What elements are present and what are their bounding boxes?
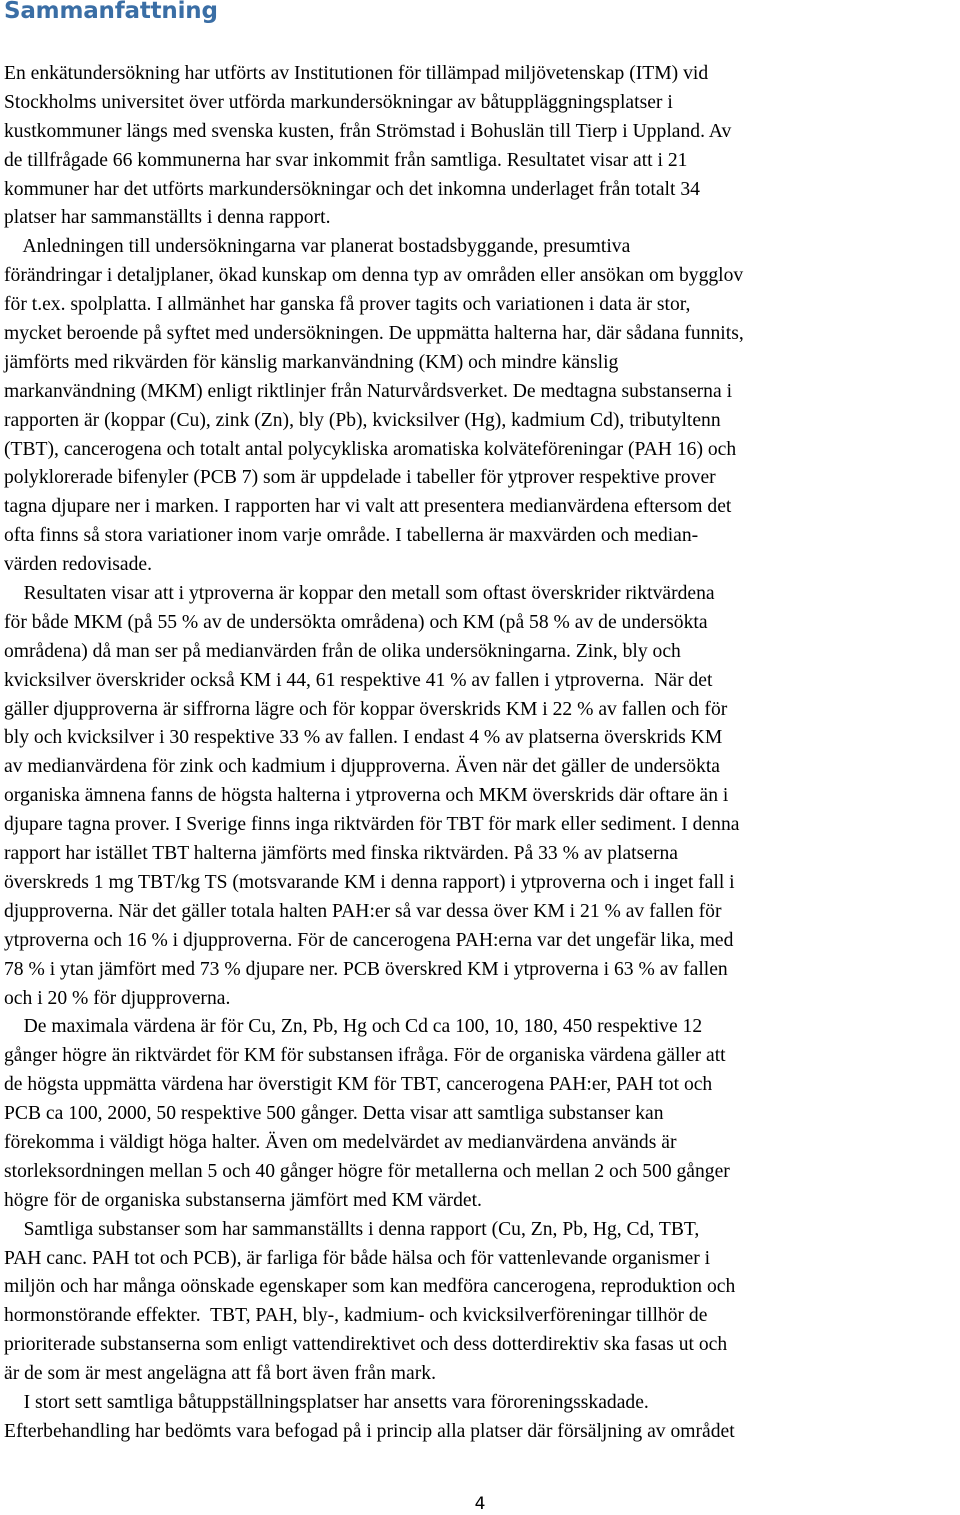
page-number: 4 — [474, 1494, 486, 1514]
text-line: för t.ex. spolplatta. I allmänhet har ganska få prover tagits och variationen i data är stor, — [4, 294, 691, 316]
text-line: rapporten är (koppar (Cu), zink (Zn), bly (Pb), kvicksilver (Hg), kadmium Cd), tributyltenn — [4, 409, 721, 431]
text-line: Anledningen till undersökningarna var planerat bostadsbyggande, presumtiva — [4, 236, 631, 258]
text-line: bly och kvicksilver i 30 respektive 33 % av fallen. I endast 4 % av platserna överskrids KM — [4, 727, 723, 749]
text-line: platser har sammanställts i denna rapport. — [4, 207, 331, 229]
text-line: jämförts med rikvärden för känslig markanvändning (KM) och mindre känslig — [4, 351, 619, 373]
text-line: för både MKM (på 55 % av de undersökta områdena) och KM (på 58 % av de undersökta — [4, 611, 708, 633]
text-line: Stockholms universitet över utförda markundersökningar av båtuppläggningsplatser i — [4, 91, 673, 113]
text-line: rapport har istället TBT halterna jämförts med finska riktvärden. På 33 % av platserna — [4, 843, 678, 865]
text-line: I stort sett samtliga båtuppställningsplatser har ansetts vara föroreningsskadade. — [4, 1391, 649, 1413]
text-line: gäller djupproverna är siffrorna lägre och för koppar överskrids KM i 22 % av fallen och för — [4, 698, 728, 720]
text-line: djupare tagna prover. I Sverige finns inga riktvärden för TBT för mark eller sediment. I denna — [4, 814, 740, 836]
text-line: miljön och har många oönskade egenskaper som kan medföra cancerogena, reproduktion och — [4, 1276, 736, 1298]
text-line: organiska ämnena fanns de högsta halterna i ytproverna och MKM överskrids där oftare än i — [4, 785, 729, 807]
text-line: djupproverna. När det gäller totala halten PAH:er så var dessa över KM i 21 % av fallen för — [4, 900, 722, 922]
page-heading: Sammanfattning — [4, 0, 218, 24]
text-line: områdena) då man ser på medianvärden från de olika undersökningarna. Zink, bly och — [4, 640, 681, 662]
text-line: värden redovisade. — [4, 554, 152, 576]
text-line: Resultaten visar att i ytproverna är koppar den metall som oftast överskrider riktvärdena — [4, 583, 715, 605]
text-line: kustkommuner längs med svenska kusten, från Strömstad i Bohuslän till Tierp i Uppland. Av — [4, 120, 732, 142]
text-line: ytproverna och 16 % i djupproverna. För de cancerogena PAH:erna var det ungefär lika, med — [4, 929, 734, 951]
text-line: Efterbehandling har bedömts vara befogad på i princip alla platser där försäljning av området — [4, 1420, 735, 1442]
text-line: kommuner har det utförts markundersökningar och det inkomna underlaget från totalt 34 — [4, 178, 700, 200]
text-line: ofta finns så stora variationer inom varje område. I tabellerna är maxvärden och median- — [4, 525, 699, 547]
text-line: En enkätundersökning har utförts av Institutionen för tillämpad miljövetenskap (ITM) vid — [4, 63, 709, 84]
text-line: prioriterade substanserna som enligt vattendirektivet och dess dotterdirektiv ska fasas ut och — [4, 1334, 728, 1356]
text-line: tagna djupare ner i marken. I rapporten har vi valt att presentera medianvärdena eftersom det — [4, 496, 732, 518]
text-line: överskreds 1 mg TBT/kg TS (motsvarande KM i denna rapport) i ytproverna och i inget fall i — [4, 871, 735, 893]
text-line: förekomma i väldigt höga halter. Även om medelvärdet av medianvärdena används är — [4, 1131, 677, 1153]
text-line: av medianvärdena för zink och kadmium i djupproverna. Även när det gäller de undersökta — [4, 756, 721, 778]
text-line: högre för de organiska substanserna jämfört med KM värdet. — [4, 1189, 482, 1211]
text-line: hormonstörande effekter. TBT, PAH, bly-, kadmium- och kvicksilverföreningar tillhör de — [4, 1305, 708, 1327]
text-line: polyklorerade bifenyler (PCB 7) som är uppdelade i tabeller för ytprover respektive prover — [4, 467, 716, 489]
text-line: De maximala värdena är för Cu, Zn, Pb, Hg och Cd ca 100, 10, 180, 450 respektive 12 — [4, 1016, 703, 1038]
summary-body — [4, 60, 960, 1447]
text-line: de tillfrågade 66 kommunerna har svar inkommit från samtliga. Resultatet visar att i 21 — [4, 149, 688, 171]
text-line: markanvändning (MKM) enligt riktlinjer från Naturvårdsverket. De medtagna substanserna i — [4, 380, 733, 402]
text-line: de högsta uppmätta värdena har överstigit KM för TBT, cancerogena PAH:er, PAH tot och — [4, 1074, 713, 1096]
text-line: förändringar i detaljplaner, ökad kunskap om denna typ av områden eller ansökan om bygglov — [4, 265, 744, 287]
text-line: PCB ca 100, 2000, 50 respektive 500 gånger. Detta visar att samtliga substanser kan — [4, 1103, 664, 1125]
text-line: storleksordningen mellan 5 och 40 gånger högre för metallerna och mellan 2 och 500 gånger — [4, 1160, 730, 1182]
text-line: mycket beroende på syftet med undersökningen. De uppmätta halterna har, där sådana funnits, — [4, 323, 744, 345]
text-line: (TBT), cancerogena och totalt antal polycykliska aromatiska kolväteföreningar (PAH 16) och — [4, 438, 737, 460]
text-line: och i 20 % för djupproverna. — [4, 987, 231, 1009]
text-line: är de som är mest angelägna att få bort även från mark. — [4, 1363, 436, 1385]
text-line: PAH canc. PAH tot och PCB), är farliga för både hälsa och för vattenlevande organismer i — [4, 1247, 711, 1269]
text-line: 78 % i ytan jämfört med 73 % djupare ner. PCB överskred KM i ytproverna i 63 % av fallen — [4, 958, 728, 980]
text-line: kvicksilver överskrider också KM i 44, 61 respektive 41 % av fallen i ytproverna. När det — [4, 669, 713, 691]
text-line: Samtliga substanser som har sammanställts i denna rapport (Cu, Zn, Pb, Hg, Cd, TBT, — [4, 1218, 700, 1240]
text-line: gånger högre än riktvärdet för KM för substansen ifråga. För de organiska värdena gäller att — [4, 1045, 726, 1067]
